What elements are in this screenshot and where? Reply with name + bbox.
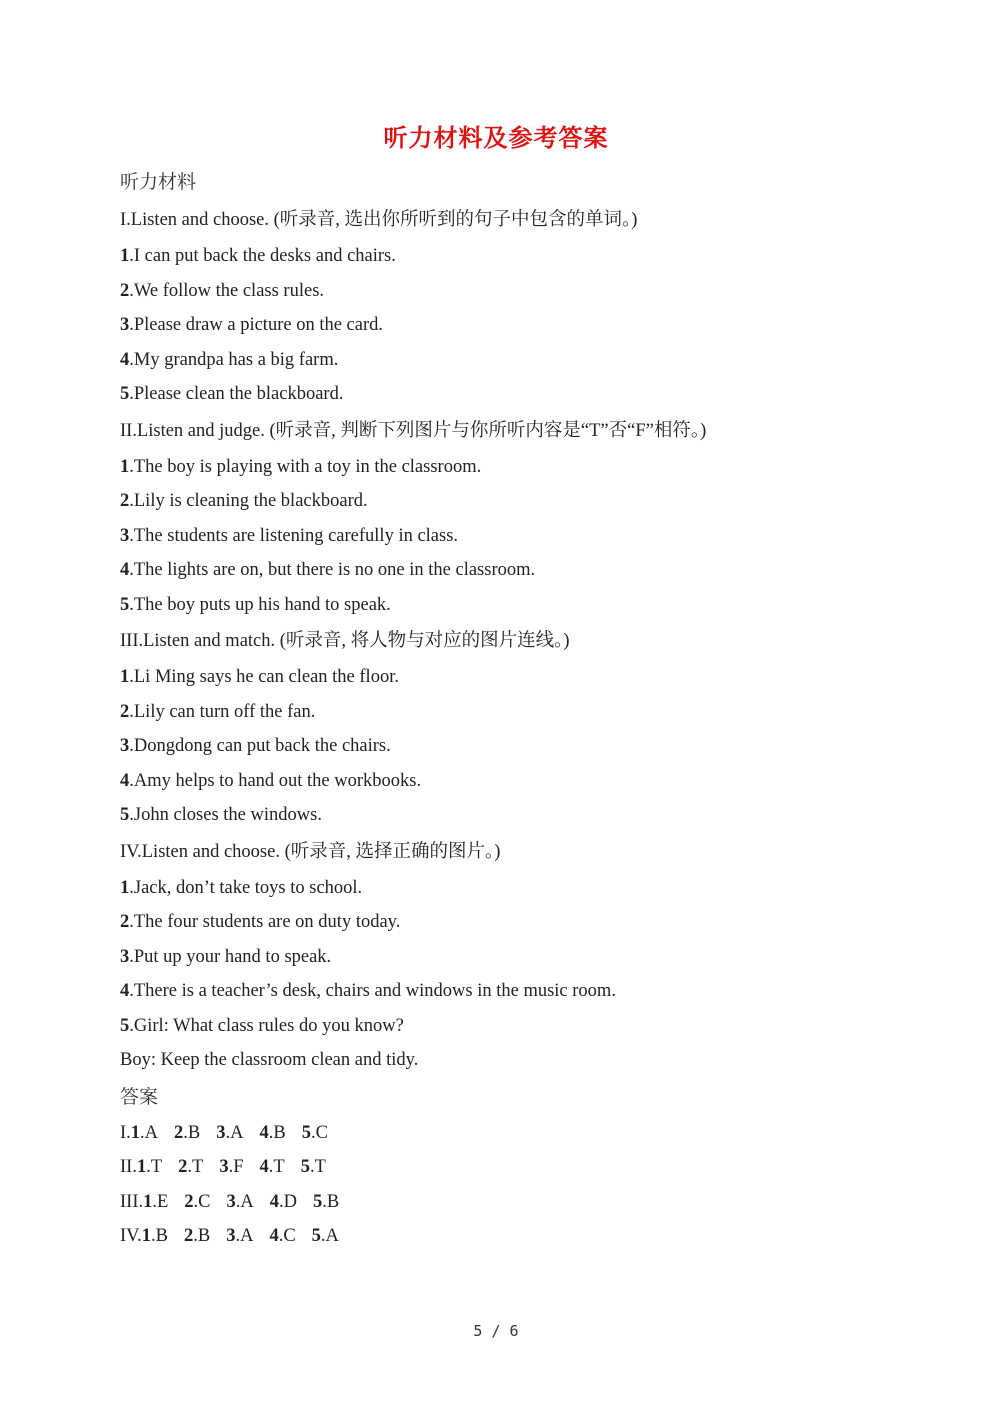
item-text: .Girl: What class rules do you know? <box>129 1015 404 1036</box>
item-text: .John closes the windows. <box>129 805 322 825</box>
item-number: 5 <box>120 594 130 615</box>
list-item <box>120 695 920 730</box>
answer-item: 2.B <box>174 1122 201 1143</box>
item-text: .Please draw a picture on the card. <box>129 315 384 335</box>
list-item <box>120 1009 920 1044</box>
answer-item: 3.A <box>226 1191 254 1212</box>
item-number: 4 <box>120 349 130 370</box>
list-item <box>120 308 920 343</box>
answer-item: 3.A <box>226 1226 254 1246</box>
answer-item: 1.A <box>130 1122 159 1143</box>
answer-item: 5.B <box>313 1191 340 1212</box>
item-number: 1 <box>120 877 130 898</box>
list-item <box>120 974 920 1009</box>
section-instruction: III.Listen and match. (听录音, 将人物与对应的图片连线。) <box>120 631 570 651</box>
item-text: .The boy puts up his hand to speak. <box>129 594 391 615</box>
item-text: .The boy is playing with a toy in the classroom. <box>129 456 482 477</box>
answers-heading: 答案 <box>120 1085 159 1108</box>
page-title: 听力材料及参考答案 <box>383 124 609 152</box>
item-text: .Jack, don’t take toys to school. <box>129 877 363 898</box>
answer-item: 2.T <box>178 1157 204 1177</box>
answer-item: 3.F <box>219 1157 244 1177</box>
item-number: 3 <box>120 315 130 335</box>
answer-prefix: IV. <box>120 1226 142 1246</box>
item-number: 4 <box>120 560 130 580</box>
section-instruction: II.Listen and judge. (听录音, 判断下列图片与你所听内容是“T”否“F”相符。) <box>120 420 707 441</box>
item-text: .Lily is cleaning the blackboard. <box>129 491 368 511</box>
document-body <box>120 163 920 1254</box>
list-item <box>120 764 920 799</box>
item-number: 5 <box>120 1015 130 1036</box>
item-text: .The lights are on, but there is no one in the classroom. <box>129 560 536 580</box>
item-number: 5 <box>120 384 130 404</box>
answer-row <box>120 1219 920 1254</box>
section-instruction: IV.Listen and choose. (听录音, 选择正确的图片。) <box>120 841 501 862</box>
item-text: .Li Ming says he can clean the floor. <box>129 667 399 687</box>
answer-item: 5.A <box>311 1226 339 1246</box>
item-text: .Dongdong can put back the chairs. <box>129 736 391 756</box>
answer-item: 5.C <box>301 1122 328 1143</box>
item-text: .Amy helps to hand out the workbooks. <box>129 770 422 791</box>
item-number: 2 <box>120 701 130 722</box>
listening-heading: 听力材料 <box>120 171 197 193</box>
item-number: 4 <box>120 981 130 1001</box>
answer-item: 3.A <box>216 1122 244 1143</box>
list-item <box>120 798 920 833</box>
section-instruction: I.Listen and choose. (听录音, 选出你所听到的句子中包含的单词。) <box>120 210 638 230</box>
list-item <box>120 588 920 623</box>
answer-item: 1.T <box>136 1157 163 1177</box>
answer-prefix: II. <box>120 1157 137 1177</box>
answer-item: 5.T <box>300 1157 326 1177</box>
list-item <box>120 239 920 274</box>
item-number: 5 <box>120 805 130 825</box>
answer-row <box>120 1150 920 1185</box>
item-number: 1 <box>120 667 130 687</box>
answer-item: 4.T <box>259 1157 285 1177</box>
list-item <box>120 343 920 378</box>
list-item <box>120 660 920 695</box>
list-item <box>120 553 920 588</box>
answer-prefix: I. <box>120 1122 131 1143</box>
answer-item: 1.B <box>141 1226 168 1246</box>
list-item <box>120 274 920 309</box>
list-item <box>120 484 920 519</box>
item-text: .The students are listening carefully in class. <box>129 525 459 546</box>
list-item <box>120 729 920 764</box>
answer-item: 4.C <box>269 1226 296 1246</box>
list-item <box>120 905 920 940</box>
item-number: 2 <box>120 491 130 511</box>
answer-item: 4.B <box>259 1122 286 1143</box>
answer-row <box>120 1185 920 1220</box>
answer-prefix: III. <box>120 1191 144 1212</box>
item-number: 4 <box>120 770 130 791</box>
answer-item: 2.B <box>183 1226 211 1246</box>
answer-row <box>120 1116 920 1151</box>
list-item <box>120 940 920 975</box>
item-text: .Please clean the blackboard. <box>129 384 344 404</box>
item-text: .Lily can turn off the fan. <box>129 701 316 722</box>
answer-item: 2.C <box>184 1191 211 1212</box>
list-item: Boy: Keep the classroom clean and tidy. <box>120 1050 419 1070</box>
list-item <box>120 377 920 412</box>
item-text: .There is a teacher’s desk, chairs and windows in the music room. <box>129 981 616 1001</box>
item-text: .I can put back the desks and chairs. <box>129 246 396 266</box>
list-item <box>120 871 920 906</box>
answer-item: 1.E <box>143 1191 169 1212</box>
item-text: .The four students are on duty today. <box>129 912 401 932</box>
item-number: 3 <box>120 525 130 546</box>
page-number: 5 / 6 <box>473 1322 519 1340</box>
item-number: 2 <box>120 912 130 932</box>
item-text: .We follow the class rules. <box>129 280 325 301</box>
list-item <box>120 450 920 485</box>
answer-item: 4.D <box>269 1191 298 1212</box>
item-text: .Put up your hand to speak. <box>129 946 332 967</box>
item-text: .My grandpa has a big farm. <box>129 349 339 370</box>
item-number: 1 <box>120 456 130 477</box>
list-item <box>120 519 920 554</box>
item-number: 2 <box>120 280 130 301</box>
item-number: 1 <box>120 246 130 266</box>
item-number: 3 <box>120 736 130 756</box>
item-number: 3 <box>120 946 130 967</box>
